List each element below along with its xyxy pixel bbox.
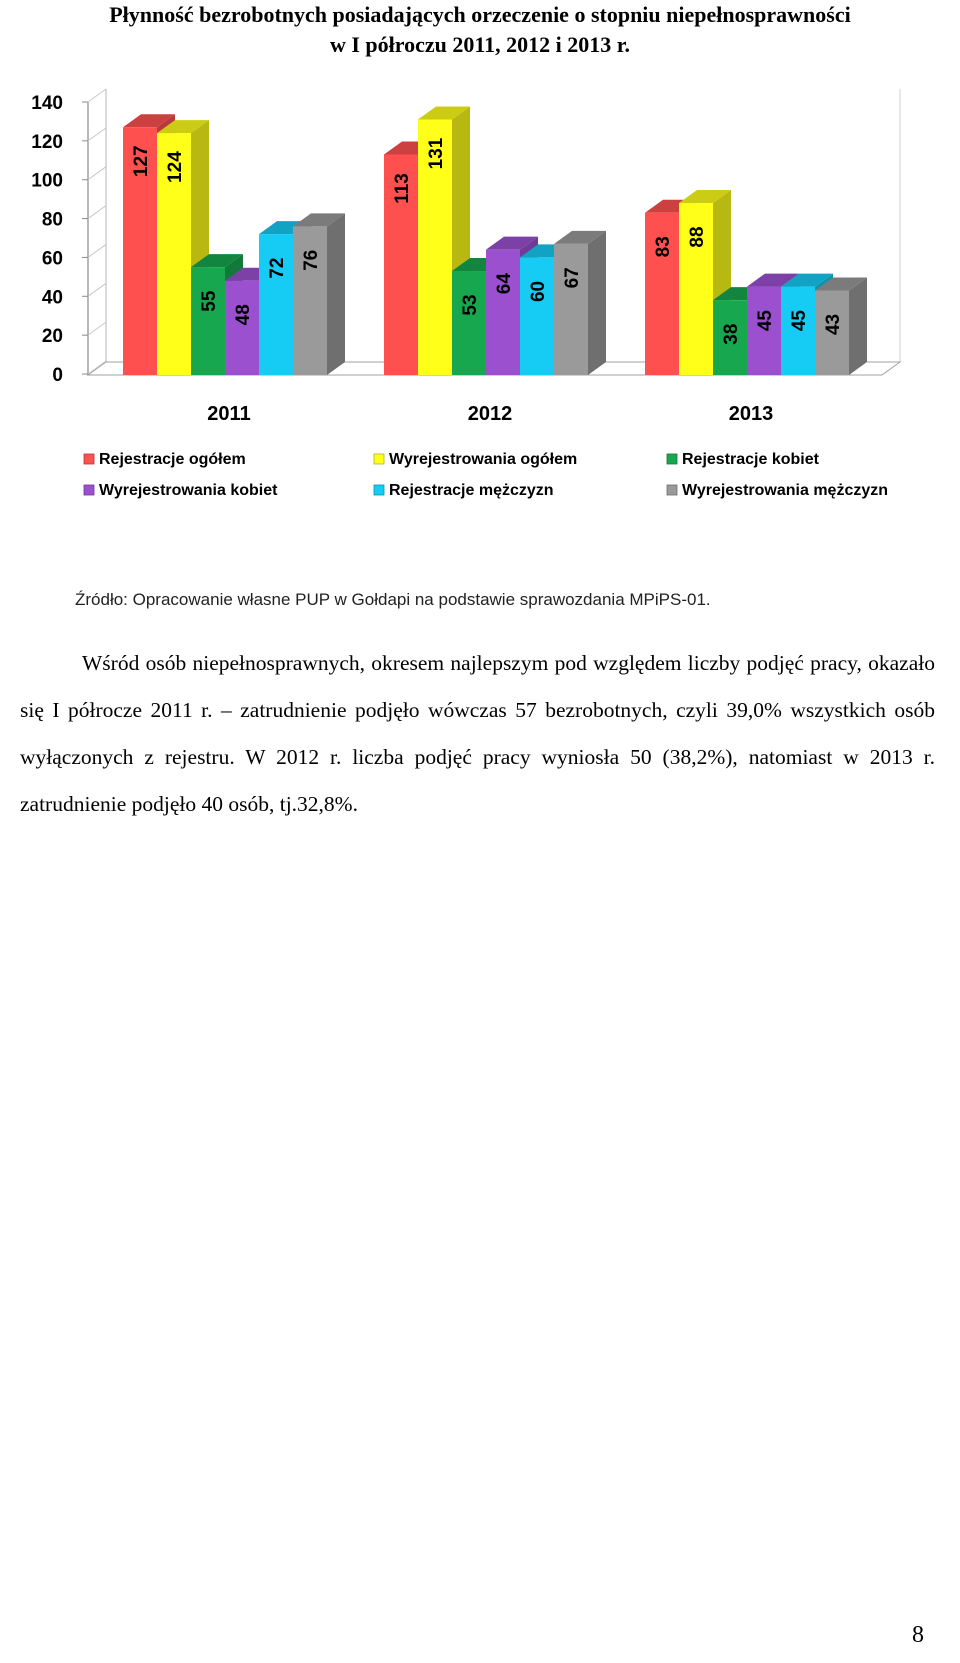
bar-value-label: 45 <box>789 310 810 332</box>
y-tick-label: 60 <box>41 248 63 270</box>
legend-swatch <box>84 485 94 495</box>
bar-value-label: 45 <box>755 310 776 332</box>
y-tick-label: 100 <box>31 170 63 192</box>
y-tick-label: 80 <box>41 209 63 231</box>
bar-value-label: 53 <box>460 294 481 316</box>
bar <box>520 257 554 375</box>
bar-value-label: 83 <box>653 236 674 258</box>
bar-value-label: 131 <box>426 137 447 170</box>
body-paragraph <box>20 640 935 828</box>
y-tick-diagonal <box>88 128 106 141</box>
bar-chart <box>0 80 960 550</box>
bar <box>486 250 520 375</box>
y-tick-label: 40 <box>41 287 63 309</box>
y-tick-diagonal <box>88 89 106 102</box>
bar-value-label: 55 <box>199 290 220 312</box>
bar <box>225 281 259 375</box>
legend-label: Rejestracje ogółem <box>99 451 246 468</box>
chart-title <box>0 0 960 60</box>
bar-value-label: 113 <box>392 173 413 204</box>
bar-value-label: 76 <box>301 249 322 271</box>
y-tick-label: 0 <box>52 365 63 386</box>
legend-swatch <box>84 454 94 464</box>
bar-side <box>849 277 867 375</box>
y-tick-diagonal <box>88 244 106 257</box>
bar-value-label: 124 <box>165 151 186 183</box>
bar-value-label: 38 <box>721 323 742 345</box>
bar <box>293 226 327 375</box>
legend-swatch <box>667 454 677 464</box>
bar-value-label: 127 <box>131 145 152 178</box>
bar <box>554 244 588 375</box>
legend-swatch <box>667 485 677 495</box>
bar-value-label: 48 <box>233 304 254 326</box>
source-note: Źródło: Opracowanie własne PUP w Gołdapi na podstawie sprawozdania MPiPS-01. <box>75 590 711 609</box>
bar <box>452 271 486 375</box>
title-line-1: Płynność bezrobotnych posiadających orzeczenie o stopniu niepełnosprawności <box>109 2 851 27</box>
legend-label: Rejestracje mężczyzn <box>389 482 554 499</box>
x-category-label: 2013 <box>728 403 774 425</box>
y-tick-label: 140 <box>31 93 63 114</box>
bar-value-label: 43 <box>823 313 844 336</box>
y-tick-diagonal <box>88 322 106 335</box>
bar-side <box>327 213 345 375</box>
bar-value-label: 72 <box>267 257 288 279</box>
bar-value-label: 67 <box>562 267 583 289</box>
page-number: 8 <box>912 1622 924 1648</box>
x-category-label: 2012 <box>467 403 513 425</box>
bar-value-label: 60 <box>528 280 549 302</box>
y-tick-diagonal <box>88 167 106 180</box>
bar-value-label: 88 <box>687 226 708 248</box>
legend-label: Wyrejestrowania mężczyzn <box>682 482 889 499</box>
bar-value-label: 64 <box>494 273 515 295</box>
legend-swatch <box>374 485 384 495</box>
y-tick-label: 20 <box>41 326 63 348</box>
x-category-label: 2011 <box>207 403 251 425</box>
legend-label: Rejestracje kobiet <box>682 451 819 468</box>
y-tick-diagonal <box>88 206 106 219</box>
bar-side <box>588 231 606 375</box>
y-tick-label: 120 <box>31 131 63 153</box>
legend-swatch <box>374 454 384 464</box>
legend-label: Wyrejestrowania ogółem <box>389 451 578 468</box>
title-line-2: w I półroczu 2011, 2012 i 2013 r. <box>329 32 631 57</box>
bar <box>191 267 225 375</box>
legend-label: Wyrejestrowania kobiet <box>99 482 278 499</box>
paragraph-text: Wśród osób niepełnosprawnych, okresem najlepszym pod względem liczby podjęć pracy, okazało się I półrocze 2011 r. – zatrudnienie podjęło wówczas 57 bezrobotnych, czyli 39,0% wszystkich osób wyłączonych z rejestru. W 2012 r. liczba podjęć pracy wyniosła 50 (38,2%), natomiast w 2013 r. zatrudnienie podjęło 40 osób, tj.32,8%. <box>20 651 935 816</box>
y-tick-diagonal <box>88 283 106 296</box>
bar <box>259 234 293 375</box>
